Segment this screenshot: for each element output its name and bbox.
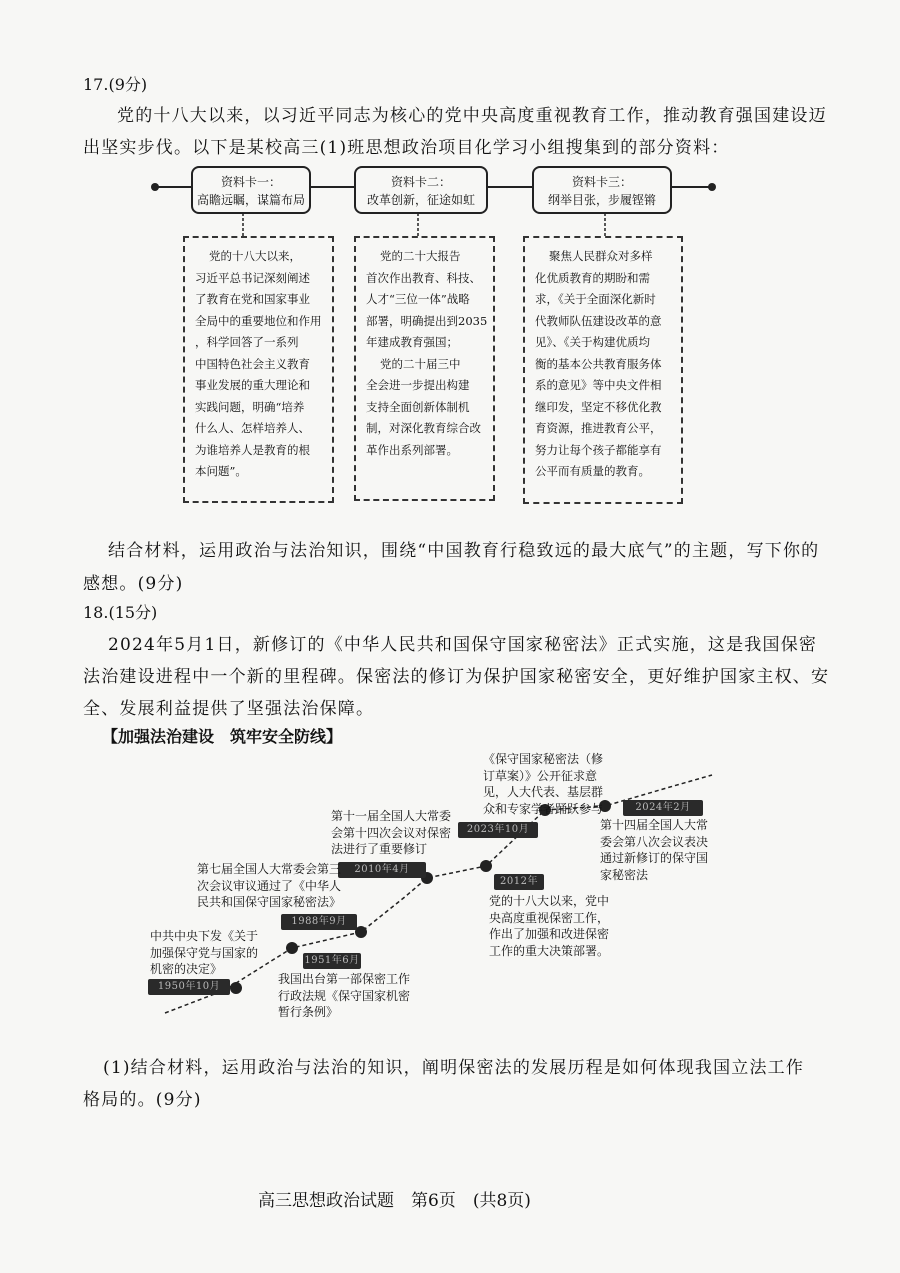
event-line: 通过新修订的保守国 <box>600 851 709 865</box>
card-2-line: 制，对深化教育综合改 <box>366 421 481 435</box>
card-1-line: 什么人、怎样培养人、 <box>195 421 310 435</box>
q18-intro-line-1: 2024年5月1日，新修订的《中华人民共和国保守国家秘密法》正式实施，这是我国保密 <box>108 635 818 655</box>
card-3-line: 见》、《关于构建优质均 <box>535 335 650 349</box>
timeline-event-6 <box>483 751 603 817</box>
event-line: 第七届全国人大常委会第三 <box>197 862 342 876</box>
event-line: 党的十八大以来，党中 <box>489 894 610 908</box>
card-3-line: 衡的基本公共教育服务体 <box>535 356 662 371</box>
event-line: 法进行了重要修订 <box>331 842 428 856</box>
card-1-title-subtitle: 高瞻远瞩，谋篇布局 <box>196 193 305 207</box>
card-3-line: 继印发，坚定不移优化教 <box>535 399 662 414</box>
q18-task-line-1: (1)结合材料，运用政治与法治的知识，阐明保密法的发展历程是如何体现我国立法工作 <box>103 1058 805 1078</box>
card-3-line: 化优质教育的期盼和需 <box>535 270 650 285</box>
card-1-line: 了教育在党和国家事业 <box>195 292 310 306</box>
event-line: 订草案）》公开征求意 <box>483 768 598 783</box>
card-2-line: 人才“三位一体”战略 <box>366 292 470 306</box>
card-3-line: 公平而有质量的教育。 <box>535 464 650 478</box>
date-badge: 2024年2月 <box>623 800 703 816</box>
q18-task-line-2: 格局的。(9分) <box>83 1090 202 1110</box>
card-2-title-subtitle: 改革创新，征途如虹 <box>366 193 475 207</box>
timeline-event-1 <box>150 928 258 978</box>
card-2-line: 党的二十届三中 <box>380 356 461 371</box>
card-3-line: 求，《关于全面深化新时 <box>535 292 656 306</box>
event-line: 暂行条例》 <box>278 1005 339 1019</box>
card-2-line: 革作出系列部署。 <box>366 442 458 457</box>
event-line: 行政法规《保守国家机密 <box>278 988 411 1003</box>
event-line: 次会议审议通过了《中华人 <box>197 878 342 893</box>
timeline-event-5 <box>489 893 609 959</box>
card-1-line: 本问题”。 <box>195 464 247 478</box>
card-1-line: 全局中的重要地位和作用 <box>195 313 322 328</box>
date-badge: 2023年10月 <box>458 822 538 838</box>
event-line: 会第十四次会议对保密 <box>331 825 452 840</box>
card-2-line: 党的二十大报告 <box>380 249 461 263</box>
timeline-event-2 <box>278 971 410 1021</box>
section-title: 【加强法治建设 筑牢安全防线】 <box>102 727 343 746</box>
card-2-line: 支持全面创新体制机 <box>366 399 470 414</box>
timeline-event-7 <box>600 817 708 883</box>
date-badge: 2012年 <box>494 874 544 890</box>
q17-task-line-1: 结合材料，运用政治与法治知识，围绕“中国教育行稳致远的最大底气”的主题，写下你的 <box>108 541 820 561</box>
date-badge: 1950年10月 <box>148 979 230 995</box>
event-line: 加强保守党与国家的 <box>150 945 259 960</box>
q18-intro-line-2: 法治建设进程中一个新的里程碑。保密法的修订为保护国家秘密安全，更好维护国家主权、安 <box>83 667 830 687</box>
card-3-line: 育资源，推进教育公平， <box>535 421 662 435</box>
event-line: 民共和国保守国家秘密法》 <box>197 895 342 909</box>
timeline-event-3 <box>197 861 341 911</box>
event-line: 《保守国家秘密法（修 <box>483 752 604 766</box>
card-3-line: 系的意见》等中央文件相 <box>535 378 662 392</box>
event-line: 工作的重大决策部署。 <box>489 943 610 958</box>
card-1-line: 中国特色社会主义教育 <box>195 356 310 371</box>
card-1-title-label: 资料卡一： <box>220 175 281 189</box>
card-1-line: 事业发展的重大理论和 <box>195 378 310 392</box>
card-3-title-subtitle: 纲举目张，步履铿锵 <box>547 193 656 207</box>
card-3-line: 努力让每个孩子都能享有 <box>535 442 662 457</box>
date-badge: 1951年6月 <box>303 953 361 969</box>
card-1-line: 实践问题，明确“培养 <box>195 399 305 414</box>
event-line: 家秘密法 <box>600 867 649 882</box>
event-line: 见，人大代表、基层群 <box>483 785 604 799</box>
date-badge: 1988年9月 <box>281 914 357 930</box>
card-1-line: 为谁培养人是教育的根 <box>195 442 310 457</box>
card-1-line: 习近平总书记深刻阐述 <box>195 270 310 285</box>
card-3-line: 聚焦人民群众对多样 <box>549 249 653 263</box>
card-1-line: ，科学回答了一系列 <box>195 335 299 349</box>
event-line: 第十四届全国人大常 <box>600 818 709 832</box>
event-line: 我国出台第一部保密工作 <box>278 972 411 986</box>
card-3-title-label: 资料卡三： <box>571 175 632 189</box>
card-2-line: 年建成教育强国； <box>366 335 458 349</box>
timeline-dot <box>230 982 242 994</box>
event-line: 第十一届全国人大常委 <box>331 809 452 823</box>
card-3-line: 代教师队伍建设改革的意 <box>535 313 662 328</box>
timeline-dot <box>480 860 492 872</box>
event-line: 众和专家学者踊跃参与 <box>483 801 604 816</box>
q17-intro-line-1: 党的十八大以来，以习近平同志为核心的党中央高度重视教育工作，推动教育强国建设迈 <box>117 106 827 126</box>
event-line: 作出了加强和改进保密 <box>489 927 610 941</box>
timeline-dot <box>286 942 298 954</box>
date-badge: 2010年4月 <box>338 862 426 878</box>
card-2-line: 部署，明确提出到2035 <box>366 313 488 328</box>
card-2-title-label: 资料卡二： <box>390 175 451 189</box>
card-2-line: 首次作出教育、科技、 <box>366 270 481 285</box>
event-line: 中共中央下发《关于 <box>150 929 259 943</box>
card-1-line: 党的十八大以来， <box>209 249 301 263</box>
q17-intro-line-2: 出坚实步伐。以下是某校高三(1)班思想政治项目化学习小组搜集到的部分资料： <box>83 138 730 158</box>
q18-number: 18.(15分) <box>83 603 158 622</box>
timeline-event-4 <box>331 808 451 858</box>
q17-number: 17.(9分) <box>83 75 148 94</box>
page-footer: 高三思想政治试题 第6页 (共8页) <box>258 1191 531 1211</box>
event-line: 机密的决定》 <box>150 962 223 976</box>
card-2-line: 全会进一步提出构建 <box>366 378 470 392</box>
q17-task-line-2: 感想。(9分) <box>83 574 184 594</box>
event-line: 委会第八次会议表决 <box>600 834 709 849</box>
event-line: 央高度重视保密工作， <box>489 910 610 925</box>
q18-intro-line-3: 全、发展利益提供了坚强法治保障。 <box>83 699 375 719</box>
